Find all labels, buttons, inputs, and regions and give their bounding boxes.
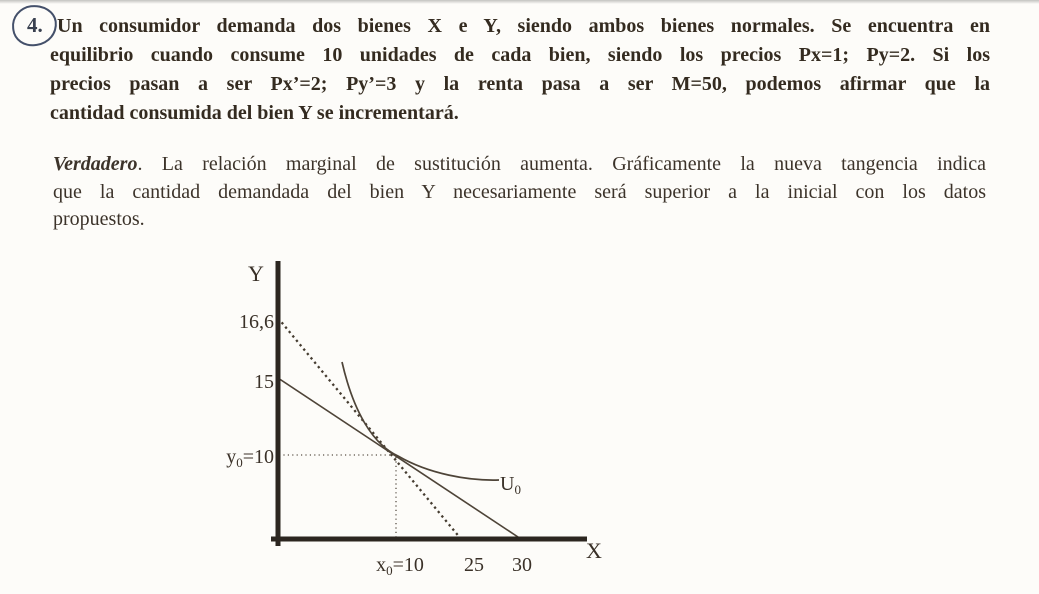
question-line-3: precios pasan a ser Px’=2; Py’=3 y la renta pasa a ser M=50, podemos afirmar que la: [50, 73, 990, 95]
curve-label-u0: [500, 473, 521, 497]
x0-letter: x: [376, 554, 387, 576]
answer-line-1-rest: . La relación marginal de sustitución aumenta. Gráficamente la nueva tangencia indica: [137, 153, 986, 175]
answer-lead-word: Verdadero: [53, 153, 138, 175]
figure-canvas: [186, 252, 606, 592]
y-tick-15: 15: [254, 371, 274, 393]
question-paragraph: [50, 12, 990, 128]
question-line-2: equilibrio cuando consume 10 unidades de cada bien, siendo los precios Px=1; Py=2. Si los: [50, 44, 990, 66]
x-axis-label: X: [586, 538, 602, 563]
x-tick-30: 30: [512, 554, 532, 576]
answer-line-2: que la cantidad demandada del bien Y necesariamente será superior a la inicial con los datos: [53, 180, 986, 203]
x-tick-x0: [376, 554, 424, 578]
x0-value: =10: [392, 554, 424, 576]
answer-line-3: propuestos.: [53, 208, 145, 230]
y0-letter: y: [226, 446, 237, 468]
indifference-curve-figure: [186, 252, 606, 592]
y-axis-label: Y: [248, 261, 264, 286]
x-tick-25: 25: [464, 554, 484, 576]
answer-line-1: [53, 151, 986, 179]
question-number: 4.: [26, 13, 43, 37]
indifference-curve: [342, 362, 499, 480]
y0-subscript: 0: [236, 455, 243, 470]
budget-line-new-dotted: [278, 318, 461, 539]
y0-value: =10: [242, 446, 274, 468]
answer-paragraph: [53, 151, 986, 234]
question-line-1: Un consumidor demanda dos bienes X e Y, siendo ambos bienes normales. Se encuentra en: [57, 15, 990, 37]
u0-letter: U: [500, 473, 515, 495]
y-tick-y0: [226, 446, 274, 470]
x0-subscript: 0: [386, 563, 393, 578]
question-line-4: cantidad consumida del bien Y se incrementará.: [50, 102, 459, 124]
y-tick-16-6: 16,6: [239, 311, 274, 333]
scan-artifact-top-edge: [0, 0, 1039, 4]
budget-line-initial: [278, 378, 521, 539]
u0-subscript: 0: [514, 482, 521, 497]
